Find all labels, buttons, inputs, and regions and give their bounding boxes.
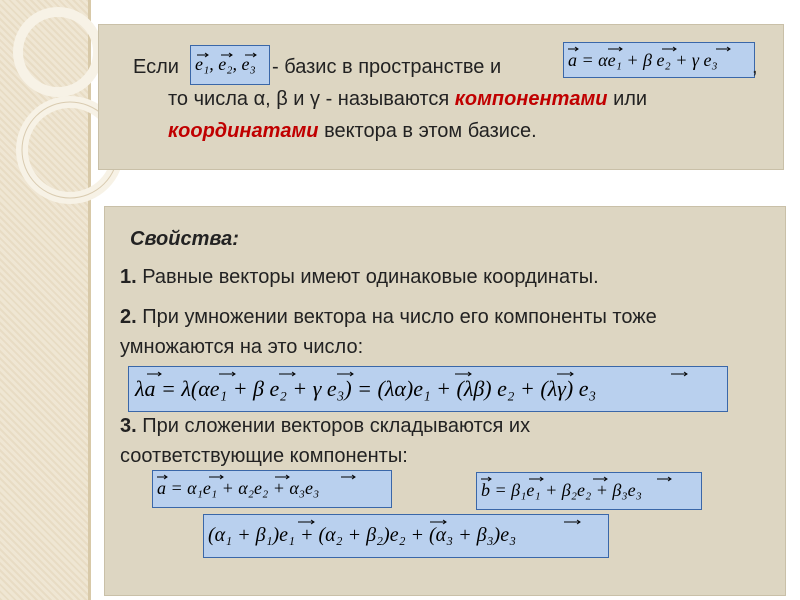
property-3-line-2: соответствующие компоненты: [120, 445, 408, 467]
definition-basis-end-text: вектора в этом базисе. [324, 120, 537, 142]
sum-components-formula [203, 514, 609, 558]
property-3-text-1: При сложении векторов складываются их [142, 415, 531, 437]
definition-numbers-text: то числа [168, 88, 248, 110]
property-2-line-2: умножаются на это число: [120, 336, 364, 358]
property-1 [120, 266, 599, 289]
definition-basis-text: - базис в пространстве и [272, 56, 502, 78]
decomposition-arrows [564, 43, 754, 77]
property-3-number: 3. [120, 415, 137, 437]
vector-decomposition-formula [563, 42, 755, 78]
definition-line-3 [168, 120, 537, 143]
definition-called-text: - называются [325, 88, 450, 110]
property-1-number: 1. [120, 266, 137, 288]
property-2-number: 2. [120, 306, 137, 328]
components-term: компонентами [454, 88, 608, 110]
vector-b-arrows [477, 473, 701, 509]
vector-decomposition-text: a = αe₁ + β e₂ + γ e₃ [568, 50, 718, 70]
scalar-multiplication-formula [128, 366, 728, 412]
property-1-text: Равные векторы имеют одинаковые координаты. [142, 266, 599, 288]
vector-b-text: b = β₁e₁ + β₂e₂ + β₃e₃ [481, 480, 642, 500]
sum-components-arrows [204, 515, 608, 557]
scalar-multiplication-text: λa = λ(αe₁ + β e₂ + γ e₃) = (λα)e₁ + (λβ) e₂ + (λγ) e₃ [135, 376, 597, 401]
greek-letters: α, β и γ [253, 88, 321, 110]
properties-heading: Свойства: [130, 228, 239, 250]
basis-vectors-text: e₁, e₂, e₃ [195, 54, 256, 74]
vector-a-text: a = α₁e₁ + α₂e₂ + α₃e₃ [157, 478, 320, 498]
definition-if-word: Если [133, 56, 179, 78]
vector-b-formula [476, 472, 702, 510]
basis-vectors-formula [190, 45, 270, 85]
definition-comma: , [752, 56, 758, 78]
sum-components-text: (α₁ + β₁)e₁ + (α₂ + β₂)e₂ + (α₃ + β₃)e₃ [208, 524, 517, 546]
scalar-multiplication-arrows [129, 367, 727, 411]
vector-a-formula [152, 470, 392, 508]
property-3-line-1 [120, 415, 530, 438]
vector-a-arrows [153, 471, 391, 507]
property-2-line-1 [120, 306, 657, 329]
property-2-text-1: При умножении вектора на число его компоненты тоже [142, 306, 657, 328]
definition-line-2 [168, 88, 647, 111]
coordinates-term: координатами [168, 120, 319, 142]
definition-or-word: или [613, 88, 648, 110]
basis-vector-arrows [191, 46, 269, 84]
